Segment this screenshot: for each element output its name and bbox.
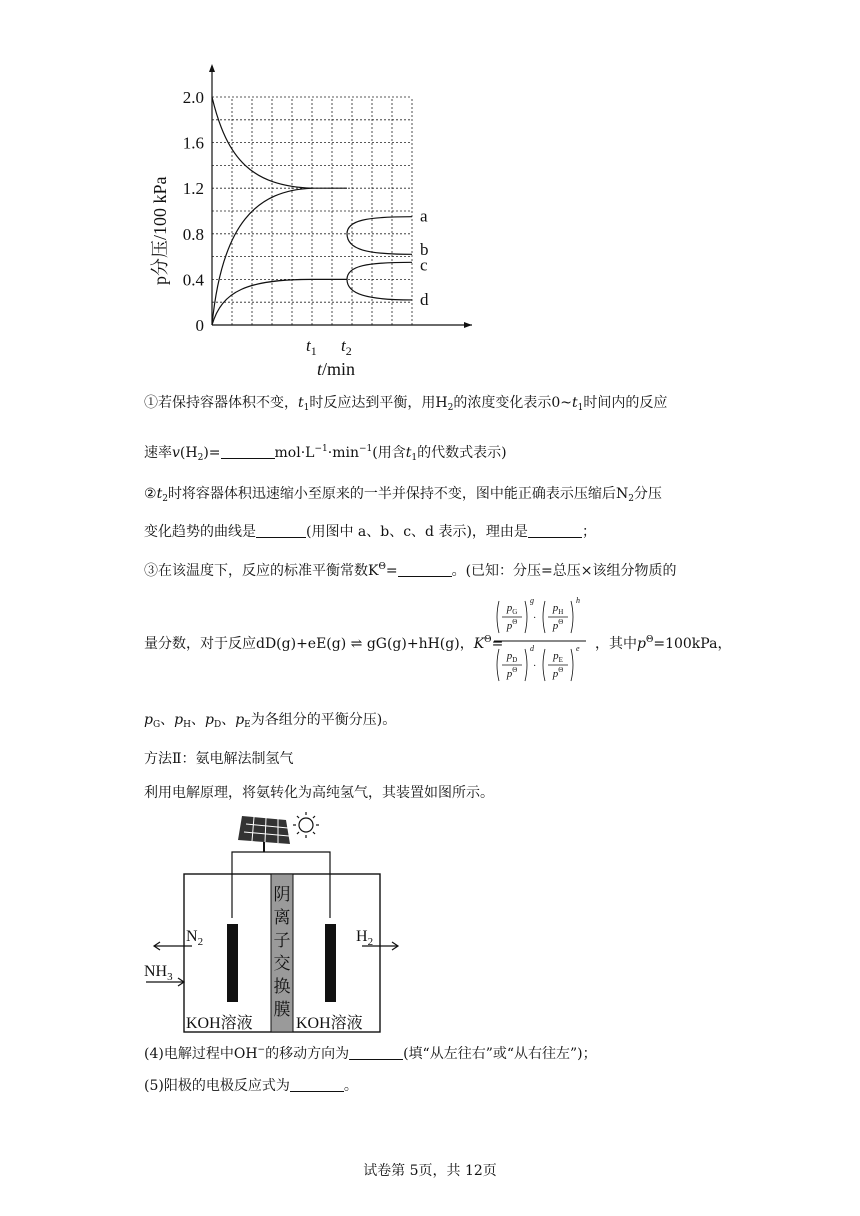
- q1-text-d: 时间内的反应: [583, 395, 668, 411]
- q3-pg: p: [144, 712, 153, 728]
- q1-text-c: 的浓度变化表示: [453, 395, 552, 411]
- h2-label: $H_2$: [356, 928, 374, 948]
- equilibrium-constant-formula: [490, 595, 590, 691]
- x-tick-label: $t_1$: [306, 336, 317, 358]
- q4-answer-blank[interactable]: [349, 1045, 403, 1060]
- q3-k-sup: Θ: [378, 562, 386, 572]
- q1-h2-sub: 2: [197, 453, 204, 463]
- q2-reason-blank[interactable]: [528, 523, 582, 538]
- membrane-char-1: 阴: [273, 885, 291, 904]
- x-tick-label: $t_2$: [341, 336, 352, 358]
- q4-text-b: 的移动方向为: [265, 1046, 350, 1062]
- question-4: [144, 1040, 597, 1064]
- q1-unit-sup2: −1: [358, 444, 373, 454]
- q3-ph: p: [174, 712, 184, 728]
- q2-t: t: [156, 486, 163, 502]
- chart-axes: [209, 64, 472, 328]
- left-solution-label: KOH溶液: [186, 1015, 253, 1032]
- question-1-line-1: [144, 393, 667, 418]
- q4-ion-sup: −: [257, 1045, 266, 1055]
- dot-bottom: ·: [533, 661, 537, 672]
- y-axis-arrow: [209, 64, 215, 72]
- term-h-den: $p^\Theta$: [552, 618, 564, 632]
- q4-text-c: (填“从左往右”或“从右往左”)；: [403, 1046, 597, 1062]
- q1-answer-blank[interactable]: [221, 444, 275, 459]
- term-g-lparen: [497, 601, 499, 633]
- term-h-rparen: [571, 601, 573, 633]
- q1-range: 0~: [551, 395, 572, 411]
- q2-reason-text: (用图中 a、b、c、d 表示)，理由是: [306, 524, 528, 540]
- question-3-line-3: [144, 710, 396, 735]
- term-h-exp: h: [576, 596, 580, 605]
- q3-k-formula-sup: Θ: [484, 635, 492, 645]
- y-tick-label: 0: [195, 316, 204, 335]
- q5-text: (5)阳极的电极反应式为: [144, 1078, 290, 1094]
- term-e-lparen: [543, 649, 545, 681]
- term-g-exp: g: [530, 596, 534, 605]
- q3-reaction: dD(g)+eE(g) ⇌ gG(g)+hH(g): [256, 636, 460, 652]
- y-axis-label: p分压/100 kPa: [150, 176, 170, 285]
- term-g-num: $p_G$: [506, 602, 518, 616]
- membrane-char-5: 换: [273, 977, 291, 996]
- q3-sep: 、: [160, 712, 175, 728]
- question-3-line-1: [144, 557, 677, 581]
- q1-text: ①若保持容器体积不变，: [144, 395, 298, 411]
- q3-comma: ，: [717, 636, 732, 652]
- n2-label: $N_2$: [186, 928, 204, 948]
- q3-text: ③在该温度下，反应的标准平衡常数: [144, 563, 368, 579]
- q3-k-formula: K: [473, 636, 485, 652]
- question-3-line-2: 量分数，对于反应dD(g)+eE(g) ⇌ gG(g)+hH(g)，$K^\Theta=$: [144, 635, 504, 652]
- sun-icon: [293, 812, 319, 838]
- partial-pressure-chart: [140, 60, 480, 380]
- chart-grid: [212, 97, 412, 325]
- q2-n-sub: 2: [628, 494, 634, 504]
- curve-a: [347, 217, 412, 234]
- q3-ph-sub: H: [183, 720, 191, 730]
- term-d-rparen: [525, 649, 527, 681]
- q3-where: ，其中: [595, 636, 637, 652]
- term-e-den: $p^\Theta$: [552, 666, 564, 680]
- q1-h-sub: 2: [447, 403, 454, 413]
- q1-paren-end: ): [203, 445, 209, 461]
- q1-t-sub-3: 1: [411, 453, 418, 463]
- q1-t: t: [298, 395, 304, 411]
- curve-b: [347, 234, 412, 255]
- q1-text-b: 时反应达到平衡，用: [309, 395, 436, 411]
- curve-c: [347, 262, 412, 279]
- question-1-line-2: [144, 439, 507, 468]
- left-electrode: [227, 924, 238, 1002]
- q2-text: 时将容器体积迅速缩小至原来的一半并保持不变，图中能正确表示压缩后: [167, 486, 616, 502]
- q3-pd-sub: D: [213, 720, 222, 730]
- q3-pe-sub: E: [244, 720, 251, 730]
- q1-note-a: (用含: [372, 445, 406, 461]
- question-3-line-2-tail: [595, 630, 731, 654]
- q1-t-sub: 1: [303, 403, 310, 413]
- q3-pd: p: [205, 712, 214, 728]
- q3-sep-2: 、: [191, 712, 205, 728]
- term-d-exp: d: [530, 644, 534, 653]
- q5-end: 。: [343, 1078, 358, 1094]
- term-h-lparen: [543, 601, 545, 633]
- q3-pe: p: [235, 712, 245, 728]
- term-e-exp: e: [576, 644, 580, 653]
- q3-text-end: 为各组分的平衡分压)。: [250, 712, 397, 728]
- term-d-den: $p^\Theta$: [506, 666, 518, 680]
- y-tick-label: 0.4: [182, 270, 204, 290]
- curve-d: [347, 279, 412, 300]
- q4-ion: OH: [233, 1046, 258, 1062]
- y-tick-label: 1.2: [182, 179, 204, 199]
- method-2-title: 方法Ⅱ：氨电解法制氢气: [144, 751, 294, 767]
- term-g-rparen: [525, 601, 527, 633]
- q3-pg-sub: G: [152, 720, 161, 730]
- curve-label-b: b: [420, 239, 429, 259]
- term-d-num: $p_D$: [506, 650, 518, 664]
- q1-unit: mol·L: [274, 445, 315, 461]
- q1-note-b: 的代数式表示): [417, 445, 507, 461]
- q1-t-3: t: [405, 445, 412, 461]
- term-h-num: $p_H$: [552, 602, 564, 616]
- q2-curve-text: 变化趋势的曲线是: [144, 524, 256, 540]
- q4-text: (4)电解过程中: [144, 1046, 234, 1062]
- q1-rate-text: 速率: [144, 445, 172, 461]
- term-d-lparen: [497, 649, 499, 681]
- q2-text-c: 分压: [633, 486, 662, 502]
- q1-eq: =: [208, 445, 221, 461]
- q2-num: ②: [144, 486, 157, 502]
- term-e-num: $p_E$: [553, 650, 563, 664]
- q1-t-2: t: [571, 395, 578, 411]
- q1-h: H: [435, 395, 448, 411]
- q1-h2: (H: [179, 445, 198, 461]
- y-tick-label: 1.6: [182, 133, 204, 153]
- q3-p: p: [637, 636, 646, 652]
- q2-end: ；: [581, 524, 596, 540]
- q1-unit-mid: ·min: [327, 445, 359, 461]
- membrane-char-3: 子: [273, 931, 291, 950]
- curve-label-d: d: [420, 289, 429, 309]
- x-axis-arrow: [464, 322, 472, 328]
- q3-formula-eq: =: [491, 636, 504, 652]
- x-axis-label: t/min: [317, 359, 356, 379]
- q3-k: K: [368, 563, 379, 579]
- question-5: [144, 1076, 358, 1096]
- q3-k-blank[interactable]: [398, 562, 452, 577]
- nh3-label: $NH_3$: [144, 963, 173, 983]
- y-tick-label: 2.0: [182, 88, 204, 107]
- term-g-den: $p^\Theta$: [506, 618, 518, 632]
- q5-answer-blank[interactable]: [290, 1077, 344, 1092]
- q1-t-sub-2: 1: [577, 403, 584, 413]
- right-electrode: [325, 924, 336, 1002]
- curve-label-c: c: [420, 255, 428, 275]
- q3-sep-3: 、: [221, 712, 236, 728]
- electrolysis-apparatus: [140, 808, 400, 1036]
- q1-unit-sup1: −1: [314, 444, 328, 454]
- term-e-rparen: [571, 649, 573, 681]
- q3-p-value: =100kPa: [653, 636, 718, 652]
- q3-p-sup: Θ: [645, 635, 654, 645]
- q2-curve-blank[interactable]: [256, 523, 306, 538]
- q2-n: N: [615, 486, 629, 502]
- y-tick-label: 0.8: [182, 224, 204, 244]
- question-2-line-1: [144, 484, 662, 509]
- q2-t-sub: 2: [162, 494, 168, 504]
- method-2-description: 利用电解原理，将氨转化为高纯氢气，其装置如图所示。: [144, 785, 494, 801]
- solar-panel-icon: [238, 816, 290, 852]
- membrane-char-2: 离: [273, 908, 291, 927]
- q1-v: v: [172, 445, 180, 461]
- curve-label-a: a: [420, 206, 428, 226]
- right-solution-label: KOH溶液: [296, 1015, 363, 1032]
- page-footer: 试卷第 5页，共 12页: [363, 1163, 497, 1179]
- question-2-line-2: [144, 522, 596, 542]
- q3-text-b: 。(已知：分压=总压×该组分物质的: [451, 563, 677, 579]
- q3-text-c: 量分数，对于反应: [144, 636, 256, 652]
- membrane-char-4: 交: [273, 954, 291, 973]
- dot-top: ·: [533, 613, 537, 624]
- membrane-char-6: 膜: [273, 1000, 291, 1019]
- q3-eq: =: [385, 563, 398, 579]
